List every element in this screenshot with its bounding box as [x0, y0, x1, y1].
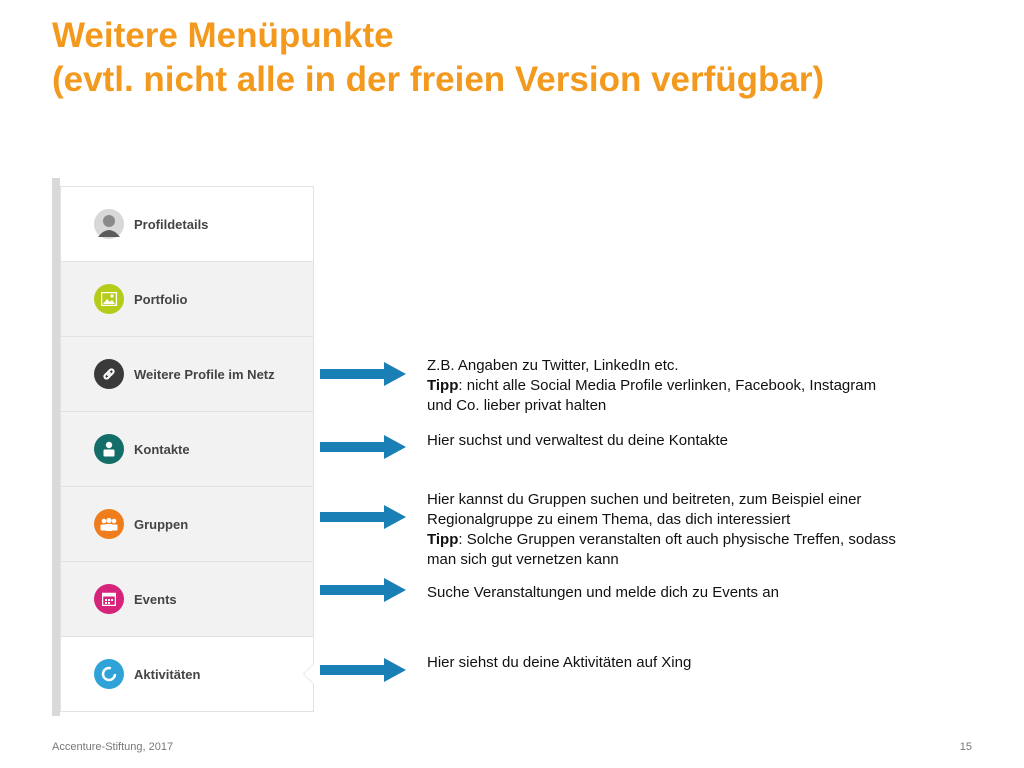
arrow-right-icon	[320, 435, 406, 459]
menu-item-label: Weitere Profile im Netz	[134, 366, 275, 382]
menu-item-label: Events	[134, 591, 177, 607]
link-icon	[94, 359, 124, 389]
slide-title-line-2: (evtl. nicht alle in der freien Version verfügbar)	[52, 60, 825, 99]
menu-item-portfolio[interactable]	[61, 261, 313, 336]
menu-item-profildetails[interactable]	[61, 186, 313, 261]
annotation-groups	[427, 490, 896, 570]
arrow-right-icon	[320, 505, 406, 529]
page-number: 15	[959, 741, 972, 753]
menu-item-label: Portfolio	[134, 291, 188, 307]
annotation-line: und Co. lieber privat halten	[427, 397, 607, 414]
arrow-right-icon	[320, 658, 406, 682]
annotation-line	[427, 376, 876, 396]
menu-item-weitere-profile[interactable]	[61, 336, 313, 411]
menu-item-label: Gruppen	[134, 516, 189, 532]
annotation-line: Hier kannst du Gruppen suchen und beitreten, zum Beispiel einer	[427, 491, 862, 508]
tipp-label: Tipp	[427, 531, 459, 548]
groups-icon	[94, 509, 124, 539]
menu-item-label: Aktivitäten	[134, 666, 201, 682]
annotation-profiles	[427, 356, 876, 416]
arrow-right-icon	[320, 362, 406, 386]
menu-item-gruppen[interactable]	[61, 486, 313, 561]
tipp-text: : Solche Gruppen veranstalten oft auch physische Treffen, sodass	[458, 531, 896, 548]
active-notch	[303, 663, 314, 685]
contact-icon	[94, 434, 124, 464]
menu-item-label: Kontakte	[134, 441, 190, 457]
annotation-line: man sich gut vernetzen kann	[427, 551, 619, 568]
menu-scrollbar[interactable]	[52, 178, 60, 716]
footer-source: Accenture-Stiftung, 2017	[52, 741, 174, 753]
xing-menu-screenshot	[52, 178, 312, 716]
tipp-text: : nicht alle Social Media Profile verlinken, Facebook, Instagram	[458, 377, 877, 394]
annotation-line: Regionalgruppe zu einem Thema, das dich interessiert	[427, 511, 791, 528]
annotation-contacts: Hier suchst und verwaltest du deine Kontakte	[427, 432, 729, 449]
menu-item-label: Profildetails	[134, 216, 209, 232]
annotation-line: Z.B. Angaben zu Twitter, LinkedIn etc.	[427, 357, 679, 374]
arrow-right-icon	[320, 578, 406, 602]
profile-photo-icon	[94, 209, 124, 239]
menu-item-aktivitaeten[interactable]	[61, 636, 313, 711]
slide-title	[52, 14, 824, 102]
calendar-icon	[94, 584, 124, 614]
annotation-line	[427, 530, 896, 550]
activity-ring-icon	[94, 659, 124, 689]
annotation-events: Suche Veranstaltungen und melde dich zu Events an	[427, 584, 779, 601]
menu-item-kontakte[interactable]	[61, 411, 313, 486]
tipp-label: Tipp	[427, 377, 459, 394]
annotation-activities: Hier siehst du deine Aktivitäten auf Xing	[427, 654, 692, 671]
menu-item-events[interactable]	[61, 561, 313, 636]
menu-list	[60, 186, 314, 712]
image-icon	[94, 284, 124, 314]
slide-title-line-1: Weitere Menüpunkte	[52, 16, 394, 55]
